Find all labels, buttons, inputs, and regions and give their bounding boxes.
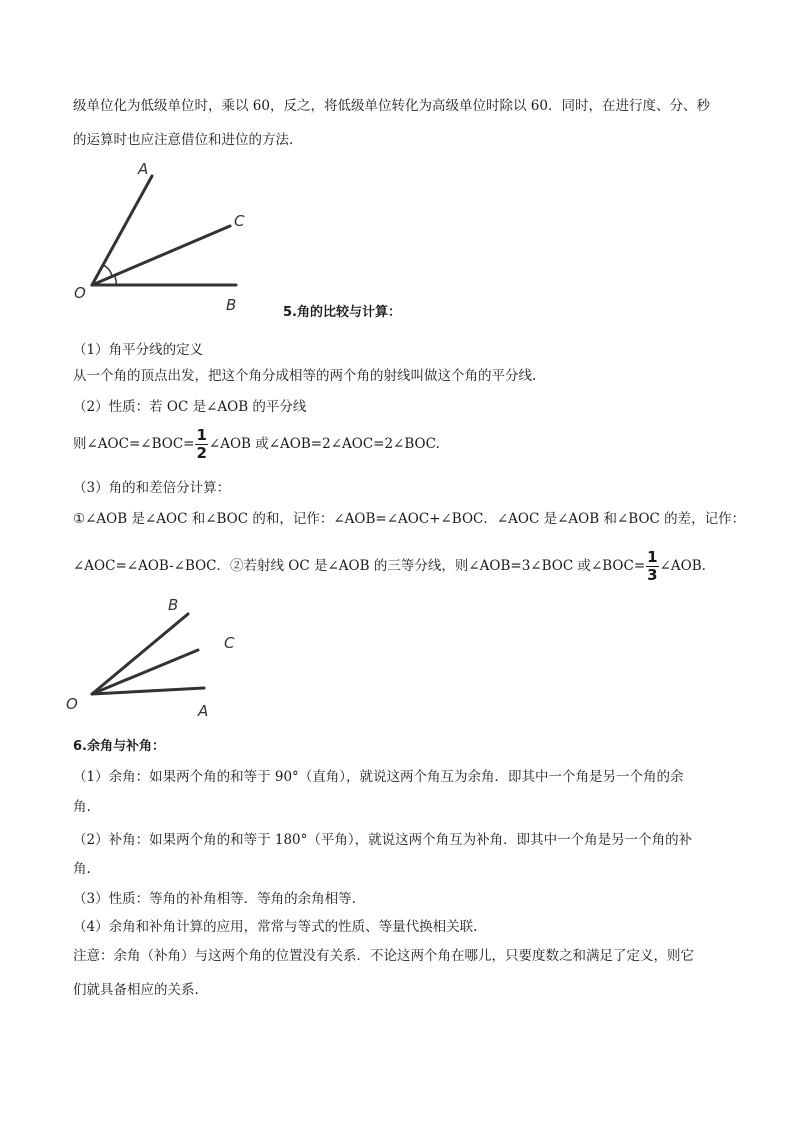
section-6-p2-line-1: （2）补角：如果两个角的和等于 180°（平角），就说这两个角互为补角．即其中一个角是另一个角的补: [73, 832, 693, 848]
fraction-one-half: $\frac{1}{2}$: [196, 426, 207, 462]
label-c: C: [234, 212, 245, 230]
intro-line-2: 的运算时也应注意借位和进位的方法.: [73, 132, 294, 148]
formula-post: ∠AOB 或∠AOB=2∠AOC=2∠BOC.: [208, 436, 440, 452]
section-5-p1-text: 从一个角的顶点出发，把这个角分成相等的两个角的射线叫做这个角的平分线.: [73, 368, 537, 384]
section-5-p3-line-1: ①∠AOB 是∠AOC 和∠BOC 的和，记作：∠AOB=∠AOC+∠BOC．∠AOC 是∠AOB 和∠BOC 的差，记作：: [73, 511, 746, 527]
section-6-p1-line-2: 角.: [73, 799, 91, 815]
fraction-one-third: $\frac{1}{3}$: [647, 548, 658, 584]
section-5-p2-formula: [73, 426, 440, 462]
intro-line-1: 级单位化为低级单位时，乘以 60，反之，将低级单位转化为高级单位时除以 60．同时，在进行度、分、秒: [73, 98, 710, 114]
ray-oa: [92, 176, 152, 285]
ray-oc: [92, 650, 198, 694]
section-6-p1-line-1: （1）余角：如果两个角的和等于 90°（直角），就说这两个角互为余角．即其中一个角是另一个角的余: [73, 769, 684, 785]
ray-oc: [92, 226, 230, 285]
label-b: B: [226, 296, 237, 314]
section-5-p1-label: （1）角平分线的定义: [73, 342, 204, 358]
ray-ob: [92, 614, 188, 694]
section-5-p3-line-2: [73, 548, 706, 584]
label-o: O: [74, 284, 86, 302]
label-a: A: [138, 160, 149, 178]
section-6-p4: （4）余角和补角计算的应用，常常与等式的性质、等量代换相关联.: [73, 919, 478, 935]
section-6-p2-line-2: 角.: [73, 861, 91, 877]
angle-figure-2: [66, 590, 246, 725]
label-a: A: [198, 702, 209, 720]
section-5-p3-label: （3）角的和差倍分计算：: [73, 480, 231, 496]
ray-oa: [92, 688, 204, 694]
angle-figure-1: [70, 150, 270, 320]
formula-pre: 则∠AOC=∠BOC=: [73, 436, 195, 452]
section-5-p2-label: （2）性质：若 OC 是∠AOB 的平分线: [73, 399, 307, 415]
section-5-heading: 5.角的比较与计算：: [283, 305, 401, 320]
label-o: O: [66, 695, 78, 713]
formula-post: ∠AOB.: [659, 558, 706, 574]
label-b: B: [168, 596, 179, 614]
section-6-heading: 6.余角与补角：: [73, 739, 165, 754]
angle-arc-aoc: [103, 265, 112, 276]
section-6-note-line-1: 注意：余角（补角）与这两个角的位置没有关系．不论这两个角在哪儿，只要度数之和满足了定义，则它: [73, 948, 694, 964]
section-6-note-line-2: 们就具备相应的关系.: [73, 982, 199, 998]
label-c: C: [224, 634, 235, 652]
formula-pre: ∠AOC=∠AOB-∠BOC．②若射线 OC 是∠AOB 的三等分线，则∠AOB=3∠BOC 或∠BOC=: [73, 558, 646, 574]
section-6-p3: （3）性质：等角的补角相等．等角的余角相等.: [73, 891, 356, 907]
